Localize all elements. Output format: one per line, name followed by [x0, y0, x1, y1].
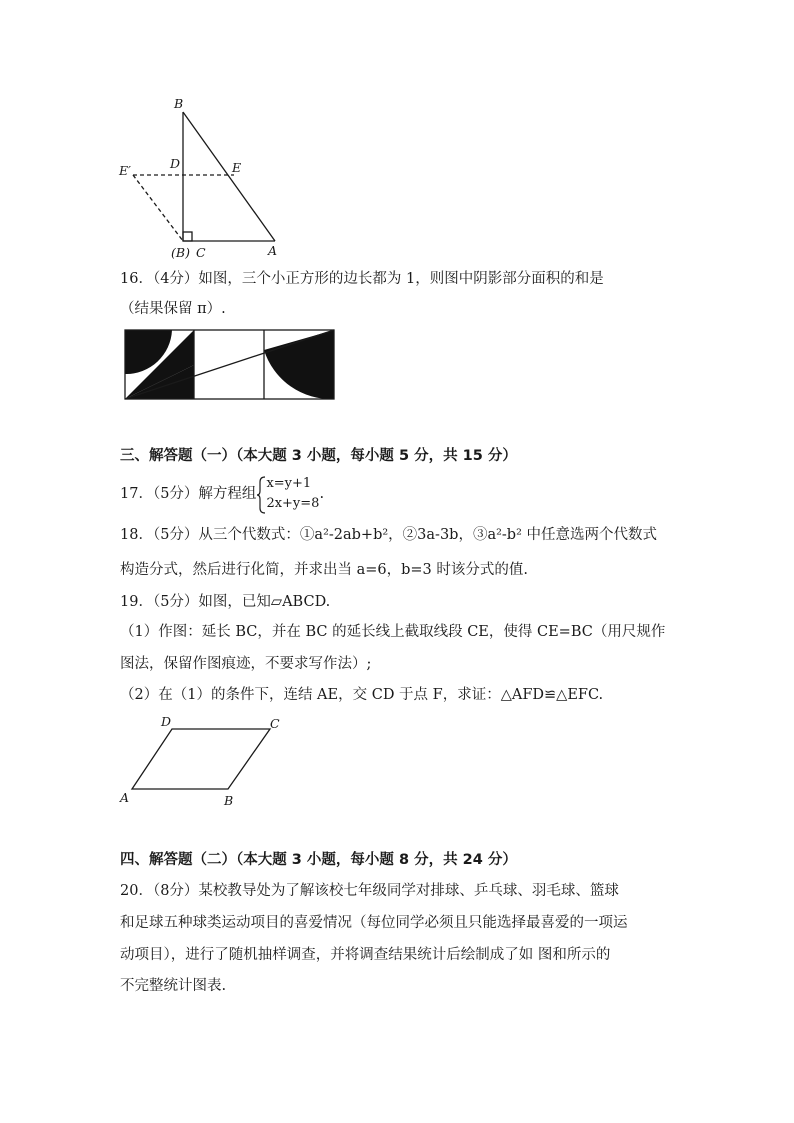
- q19-line1: 19．（5分）如图，已知▱ABCD.: [120, 594, 331, 610]
- right-angle-mark: [183, 232, 192, 241]
- section-3-heading: 三、解答题（一）（本大题 3 小题，每小题 5 分，共 15 分）: [120, 448, 517, 464]
- parallelogram-abcd: [132, 729, 270, 789]
- q18-line2: 构造分式，然后进行化简，并求出当 a=6，b=3 时该分式的值.: [120, 562, 529, 578]
- label-a: A: [120, 790, 130, 805]
- q18-line1: 18．（5分）从三个代数式：①a²-2ab+b²，②3a-3b，③a²-b² 中任意选两个代数式: [120, 527, 658, 543]
- q17-prefix: 17．（5分）解方程组: [120, 486, 257, 502]
- parallelogram-figure: [115, 712, 290, 812]
- label-e-prime: E′: [119, 163, 131, 178]
- q17-line: [120, 474, 324, 514]
- equation-1: x=y+1: [266, 476, 312, 491]
- label-b: B: [224, 793, 234, 808]
- q16-line2: （结果保留 π）.: [120, 301, 226, 317]
- label-d: D: [170, 156, 181, 171]
- shaded-sector-right: [264, 330, 334, 399]
- brace-icon: [256, 476, 266, 514]
- label-b-paren: (B): [171, 245, 190, 260]
- label-c: C: [196, 245, 206, 260]
- label-e: E: [232, 160, 242, 175]
- q19-line3: 图法，保留作图痕迹，不要求写作法）;: [120, 656, 372, 672]
- squares-figure: [124, 329, 336, 401]
- equation-2: 2x+y=8: [266, 496, 320, 511]
- segment-ba: [183, 112, 275, 241]
- q20-line3: 动项目），进行了随机抽样调查，并将调查结果统计后绘制成了如 图和所示的: [120, 947, 611, 963]
- q19-line2: （1）作图：延长 BC，并在 BC 的延长线上截取线段 CE，使得 CE=BC（用尺规作: [120, 624, 666, 640]
- q17-suffix: .: [319, 486, 325, 502]
- q20-line4: 不完整统计图表.: [120, 978, 227, 994]
- dashed-segment-e-prime-b: [133, 175, 183, 241]
- q16-line1: 16．（4分）如图，三个小正方形的边长都为 1，则图中阴影部分面积的和是: [120, 271, 604, 287]
- section-4-heading: 四、解答题（二）（本大题 3 小题，每小题 8 分，共 24 分）: [120, 852, 517, 868]
- triangle-figure: [110, 95, 300, 265]
- label-a: A: [268, 243, 278, 258]
- equation-system: [256, 474, 319, 514]
- label-d: D: [161, 714, 172, 729]
- q19-line4: （2）在（1）的条件下，连结 AE，交 CD 于点 F，求证：△AFD≌△EFC.: [120, 687, 604, 703]
- q20-line2: 和足球五种球类运动项目的喜爱情况（每位同学必须且只能选择最喜爱的一项运: [120, 915, 628, 931]
- label-b: B: [174, 96, 184, 111]
- q20-line1: 20．（8分）某校教导处为了解该校七年级同学对排球、乒乓球、羽毛球、篮球: [120, 883, 619, 899]
- label-c: C: [270, 716, 280, 731]
